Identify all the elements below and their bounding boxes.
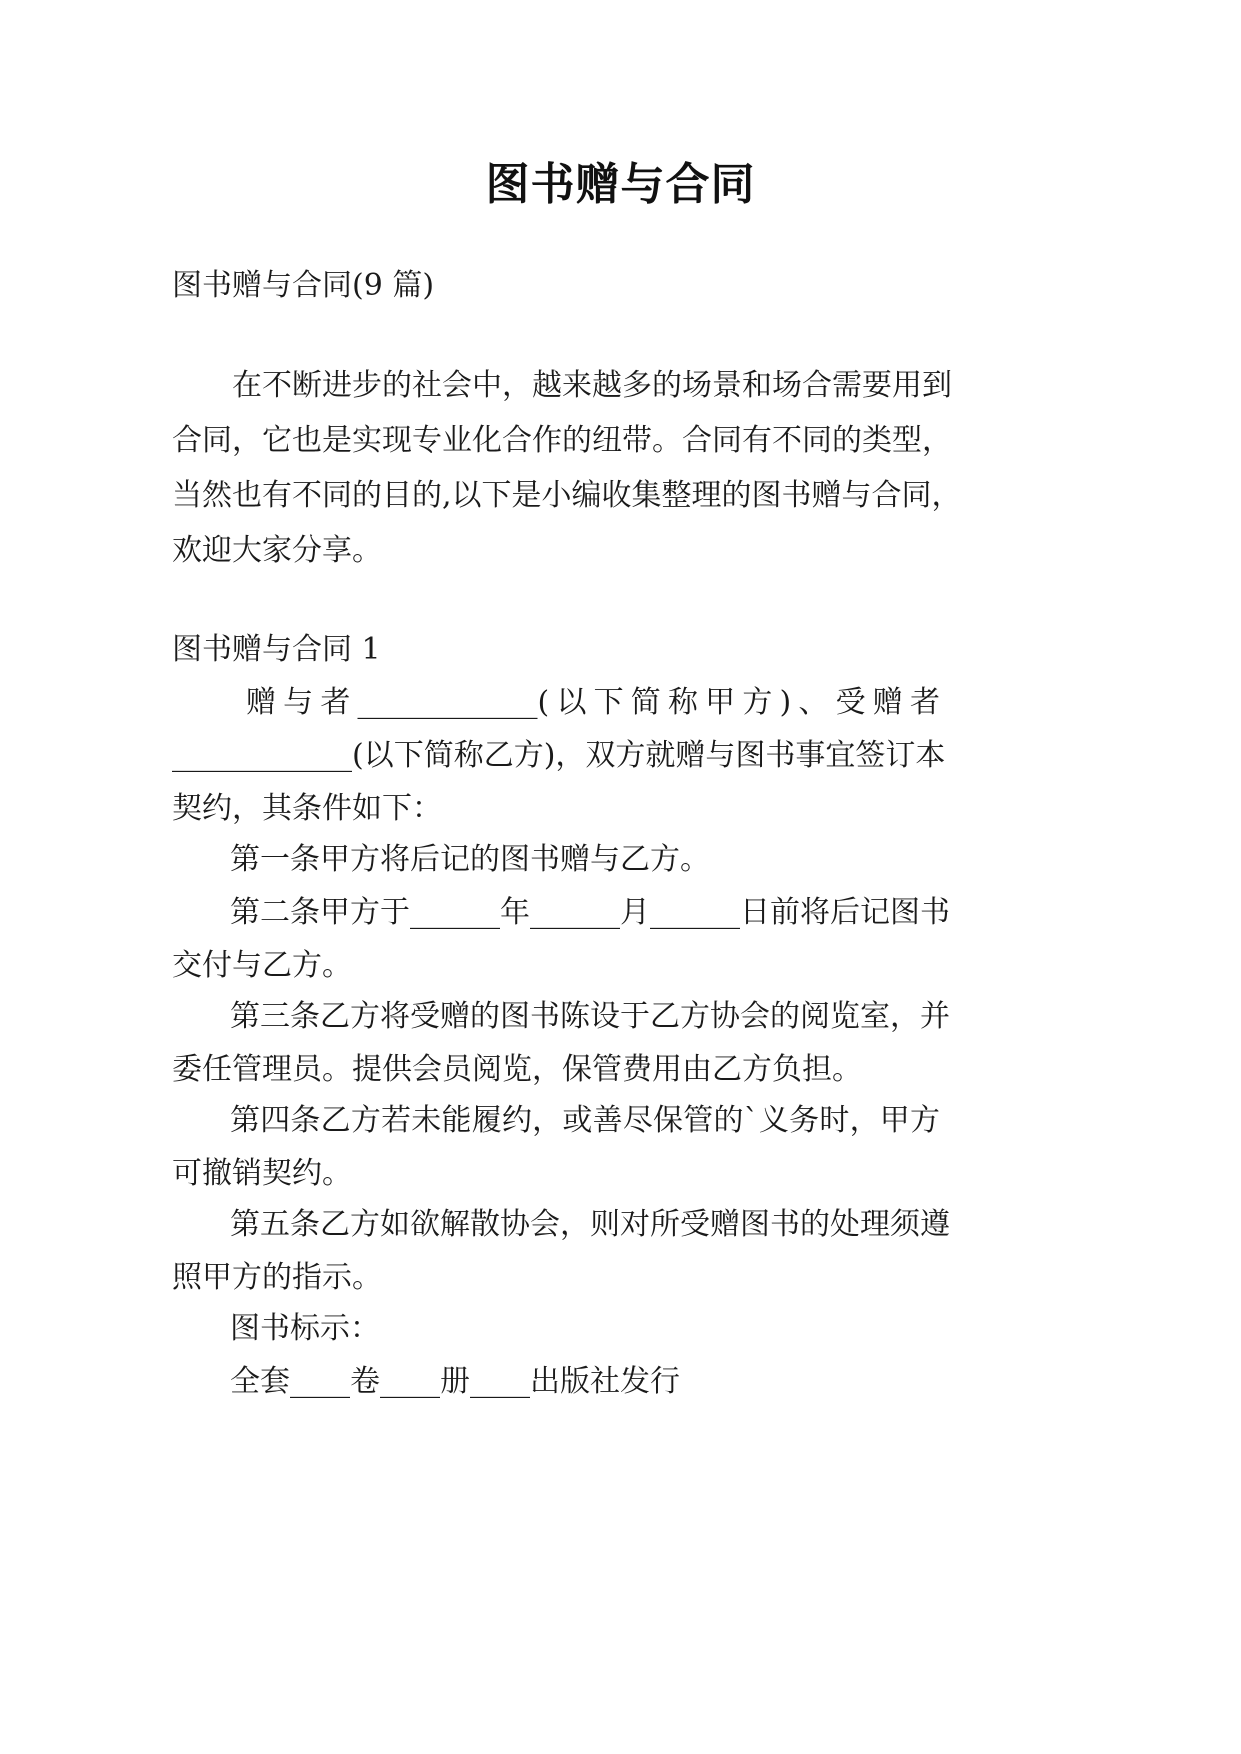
body-line: 交付与乙方。 xyxy=(172,948,352,983)
body-line: 第三条乙方将受赠的图书陈设于乙方协会的阅览室，并 xyxy=(230,999,950,1034)
body-line: 契约，其条件如下： xyxy=(172,791,442,826)
intro-line: 在不断进步的社会中，越来越多的场景和场合需要用到 xyxy=(232,368,952,403)
body-line: 图书标示： xyxy=(230,1311,380,1346)
body-line: 可撤销契约。 xyxy=(172,1156,352,1191)
document-title: 图书赠与合同 xyxy=(485,159,756,210)
document-subtitle: 图书赠与合同(9 篇) xyxy=(172,268,435,303)
body-line: 委任管理员。提供会员阅览，保管费用由乙方负担。 xyxy=(172,1052,862,1087)
intro-line: 欢迎大家分享。 xyxy=(172,533,382,568)
intro-line: 合同，它也是实现专业化合作的纽带。合同有不同的类型， xyxy=(172,423,952,458)
intro-line: 当然也有不同的目的,以下是小编收集整理的图书赠与合同， xyxy=(172,478,962,513)
body-line: 第二条甲方于______年______月______日前将后记图书 xyxy=(230,895,950,930)
section-heading: 图书赠与合同 1 xyxy=(172,632,381,667)
body-line: 第四条乙方若未能履约，或善尽保管的`义务时，甲方 xyxy=(230,1103,940,1138)
body-line: 第五条乙方如欲解散协会，则对所受赠图书的处理须遵 xyxy=(230,1207,950,1242)
body-line: ____________(以下简称乙方)，双方就赠与图书事宜签订本 xyxy=(172,738,946,773)
body-line: 照甲方的指示。 xyxy=(172,1260,382,1295)
body-line: 赠与者____________(以下简称甲方)、受赠者 xyxy=(246,685,940,720)
body-line: 全套____卷____册____出版社发行 xyxy=(230,1364,680,1399)
body-line: 第一条甲方将后记的图书赠与乙方。 xyxy=(230,842,710,877)
